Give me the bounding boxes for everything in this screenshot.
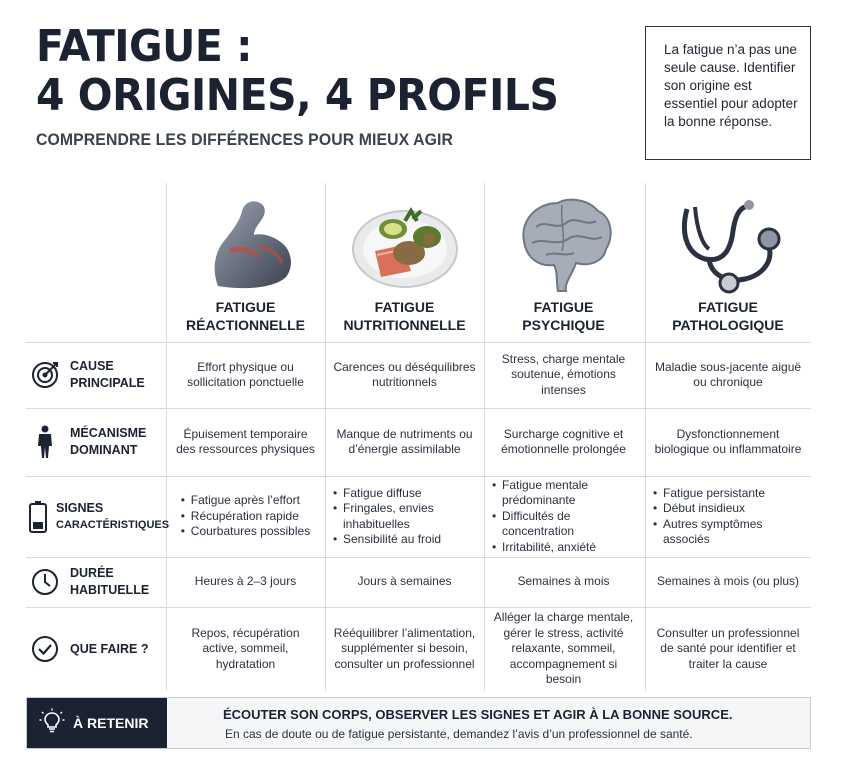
row-label-line-1: CAUSE [70, 359, 114, 373]
takeaway-label: À RETENIR [73, 715, 149, 731]
cell-duree-reactionnelle: Heures à 2–3 jours [194, 574, 297, 589]
cell-cause-psychique: Stress, charge mentale soutenue, émotions intenses [501, 351, 626, 397]
row-label-line-1: MÉCANISME [70, 426, 147, 440]
stethoscope-icon [667, 191, 787, 296]
takeaway-sub: En cas de doute ou de fatigue persistante, demandez l’avis d’un professionnel de santé. [225, 727, 693, 741]
row-label-duree [26, 557, 166, 607]
list-item: • Début insidieux [653, 501, 803, 517]
row-label-line-1: SIGNES [56, 500, 104, 515]
cell-duree-nutritionnelle: Jours à semaines [357, 574, 452, 589]
lightbulb-icon [39, 708, 65, 739]
cell-mecanisme-reactionnelle: Épuisement temporaire des ressources physiques [176, 426, 315, 456]
cell-action-pathologique: Consulter un professionnel de santé pour identifier et traiter la cause [656, 625, 800, 671]
list-item: • Sensibilité au froid [333, 532, 476, 548]
row-label-signes [26, 476, 170, 557]
row-label-line-1: DURÉE [70, 566, 114, 580]
page-title [36, 22, 558, 120]
clock-icon [28, 565, 62, 599]
cell-cause-reactionnelle: Effort physique ou sollicitation ponctuelle [187, 359, 304, 389]
column-title-line-2: NUTRITIONNELLE [343, 317, 466, 333]
cell-action-reactionnelle: Repos, récupération active, sommeil, hydratation [191, 625, 300, 671]
column-header-nutritionnelle [325, 183, 484, 342]
cell-mecanisme-psychique: Surcharge cognitive et émotionnelle prolongée [501, 426, 626, 456]
cell-signes-nutritionnelle [325, 476, 484, 557]
cell-action-nutritionnelle: Rééquilibrer l’alimentation, supplémenter si besoin, consulter un professionnel [333, 625, 476, 671]
row-label-line-2: PRINCIPALE [70, 376, 145, 390]
title-line-1: FATIGUE : [36, 21, 253, 72]
battery-low-icon [28, 500, 48, 534]
cell-cause-nutritionnelle: Carences ou déséquilibres nutritionnels [333, 359, 476, 389]
list-item: • Fatigue diffuse [333, 486, 476, 502]
list-item: • Fatigue persistante [653, 486, 803, 502]
takeaway-badge [27, 698, 167, 748]
row-label-cause [26, 342, 166, 408]
cell-duree-psychique: Semaines à mois [517, 574, 610, 589]
row-label-que-faire [26, 607, 166, 691]
person-icon [28, 425, 62, 459]
key-takeaway-banner [26, 697, 811, 749]
list-item: • Courbatures possibles [181, 524, 310, 540]
column-title-line-1: FATIGUE [374, 299, 435, 315]
column-header-psychique [484, 183, 643, 342]
list-item: • Fringales, envies inhabituelles [333, 501, 476, 532]
list-item: • Irritabilité, anxiété [492, 540, 635, 556]
food-plate-icon [347, 191, 462, 296]
takeaway-main: ÉCOUTER SON CORPS, OBSERVER LES SIGNES ET AGIR À LA BONNE SOURCE. [223, 707, 733, 722]
intro-note: La fatigue n’a pas une seule cause. Identifier son origine est essentiel pour adopter la bonne réponse. [645, 26, 811, 160]
cell-signes-reactionnelle [166, 476, 325, 557]
page-subtitle: COMPRENDRE LES DIFFÉRENCES POUR MIEUX AGIR [36, 130, 454, 149]
column-title-line-2: PSYCHIQUE [522, 317, 605, 333]
flexed-arm-icon [188, 191, 303, 296]
column-title-line-2: RÉACTIONNELLE [186, 317, 305, 333]
brain-icon [506, 191, 621, 296]
title-line-2: 4 ORIGINES, 4 PROFILS [36, 70, 559, 121]
column-header-reactionnelle [166, 183, 325, 342]
list-item: • Fatigue mentale prédominante [492, 478, 635, 509]
column-title-line-1: FATIGUE [698, 299, 758, 315]
row-label-line-2: DOMINANT [70, 443, 138, 457]
list-item: • Récupération rapide [181, 509, 310, 525]
check-circle-icon [28, 632, 62, 666]
column-title-line-2: PATHOLOGIQUE [672, 317, 784, 333]
cell-cause-pathologique: Maladie sous-jacente aiguë ou chronique [654, 359, 802, 389]
column-title-line-1: FATIGUE [533, 299, 594, 315]
row-label-mecanisme [26, 408, 166, 476]
row-label-line-1: QUE FAIRE ? [70, 641, 149, 656]
column-header-pathologique [645, 183, 811, 342]
list-item: • Difficultés de concentration [492, 509, 635, 540]
row-label-line-2: HABITUELLE [70, 583, 150, 597]
column-title-line-1: FATIGUE [215, 299, 276, 315]
cell-signes-pathologique [645, 476, 811, 557]
list-item: • Fatigue après l’effort [181, 493, 310, 509]
cell-action-psychique: Alléger la charge mentale, gérer le stress, activité relaxante, sommeil, accompagnement si besoin [493, 610, 634, 687]
row-label-line-2: CARACTÉRISTIQUES [56, 518, 170, 531]
cell-signes-psychique [484, 476, 643, 557]
cell-mecanisme-nutritionnelle: Manque de nutriments ou d’énergie assimilable [336, 426, 473, 456]
cell-mecanisme-pathologique: Dysfonctionnement biologique ou inflammatoire [654, 426, 802, 456]
cell-duree-pathologique: Semaines à mois (ou plus) [656, 574, 800, 589]
target-icon [28, 358, 62, 392]
list-item: • Autres symptômes associés [653, 517, 803, 548]
